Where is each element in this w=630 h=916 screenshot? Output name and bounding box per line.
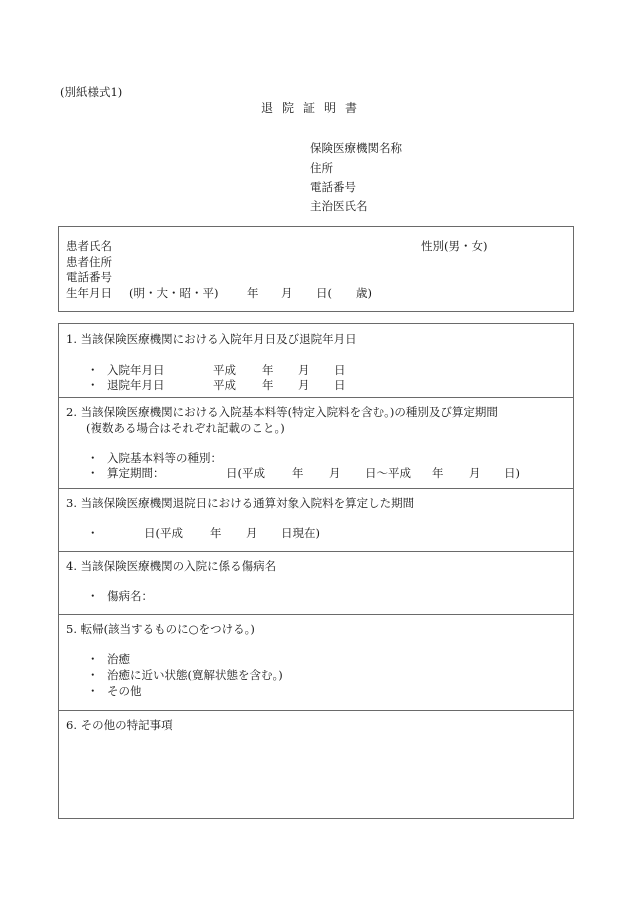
- outcome-option-cured: 治癒: [107, 652, 130, 666]
- calculation-period-label: 算定期間：: [107, 466, 165, 480]
- outcome-option-other: その他: [107, 684, 142, 698]
- bullet: ・: [87, 378, 99, 392]
- section-divider: [59, 551, 573, 552]
- diagnosis-label: 傷病名：: [107, 589, 153, 603]
- year-label: 年: [262, 363, 274, 377]
- start-month-label: 月: [329, 466, 341, 480]
- section-2-heading: 2. 当該保険医療機関における入院基本料等(特定入院料を含む。)の種別及び算定期間: [66, 405, 498, 419]
- cumulative-days-label: 日(平成: [144, 526, 183, 540]
- outcome-option-near-cured: 治癒に近い状態(寛解状態を含む。): [107, 668, 283, 682]
- admission-date-label: 入院年月日: [107, 363, 165, 377]
- year-label: 年: [210, 526, 222, 540]
- month-label: 月: [298, 363, 310, 377]
- as-of-day-label: 日現在): [281, 526, 320, 540]
- section-3-heading: 3. 当該保険医療機関退院日における通算対象入院料を算定した期間: [66, 496, 415, 510]
- bullet: ・: [87, 652, 99, 666]
- section-divider: [59, 710, 573, 711]
- birth-era-options: (明・大・昭・平): [129, 286, 219, 300]
- patient-name-label: 患者氏名: [66, 239, 112, 253]
- gender-label: 性別(男・女): [421, 239, 488, 253]
- period-days-label: 日(平成: [226, 466, 265, 480]
- birth-month-label: 月: [281, 286, 293, 300]
- section-6-heading: 6. その他の特記事項: [66, 718, 173, 732]
- institution-phone-label: 電話番号: [310, 180, 356, 194]
- birth-year-label: 年: [247, 286, 259, 300]
- certificate-sections-box: [58, 323, 574, 819]
- bullet: ・: [87, 668, 99, 682]
- start-day-label: 日～平成: [365, 466, 411, 480]
- end-month-label: 月: [469, 466, 481, 480]
- bullet: ・: [87, 363, 99, 377]
- birth-day-label: 日(: [316, 286, 332, 300]
- month-label: 月: [246, 526, 258, 540]
- month-label: 月: [298, 378, 310, 392]
- birthdate-label: 生年月日: [66, 286, 112, 300]
- start-year-label: 年: [292, 466, 304, 480]
- institution-name-label: 保険医療機関名称: [310, 141, 402, 155]
- era-label: 平成: [213, 378, 236, 392]
- discharge-date-label: 退院年月日: [107, 378, 165, 392]
- patient-address-label: 患者住所: [66, 255, 112, 269]
- section-divider: [59, 397, 573, 398]
- bullet: ・: [87, 466, 99, 480]
- form-label: (別紙様式1): [60, 85, 123, 99]
- attending-physician-label: 主治医氏名: [310, 199, 368, 213]
- day-label: 日: [334, 363, 346, 377]
- era-label: 平成: [213, 363, 236, 377]
- section-1-heading: 1. 当該保険医療機関における入院年月日及び退院年月日: [66, 332, 357, 346]
- end-day-label: 日): [504, 466, 520, 480]
- section-divider: [59, 488, 573, 489]
- document-title: 退院証明書: [261, 101, 367, 115]
- patient-phone-label: 電話番号: [66, 270, 112, 284]
- end-year-label: 年: [432, 466, 444, 480]
- bullet: ・: [87, 451, 99, 465]
- section-4-heading: 4. 当該保険医療機関の入院に係る傷病名: [66, 559, 277, 573]
- year-label: 年: [262, 378, 274, 392]
- bullet: ・: [87, 526, 99, 540]
- fee-type-label: 入院基本料等の種別：: [107, 451, 222, 465]
- section-2-subheading: (複数ある場合はそれぞれ記載のこと。): [86, 421, 285, 435]
- bullet: ・: [87, 684, 99, 698]
- institution-address-label: 住所: [310, 161, 333, 175]
- patient-info-box: [58, 226, 574, 312]
- section-divider: [59, 614, 573, 615]
- bullet: ・: [87, 589, 99, 603]
- day-label: 日: [334, 378, 346, 392]
- age-label: 歳): [356, 286, 372, 300]
- section-5-heading: 5. 転帰(該当するものに○をつける。): [66, 622, 255, 636]
